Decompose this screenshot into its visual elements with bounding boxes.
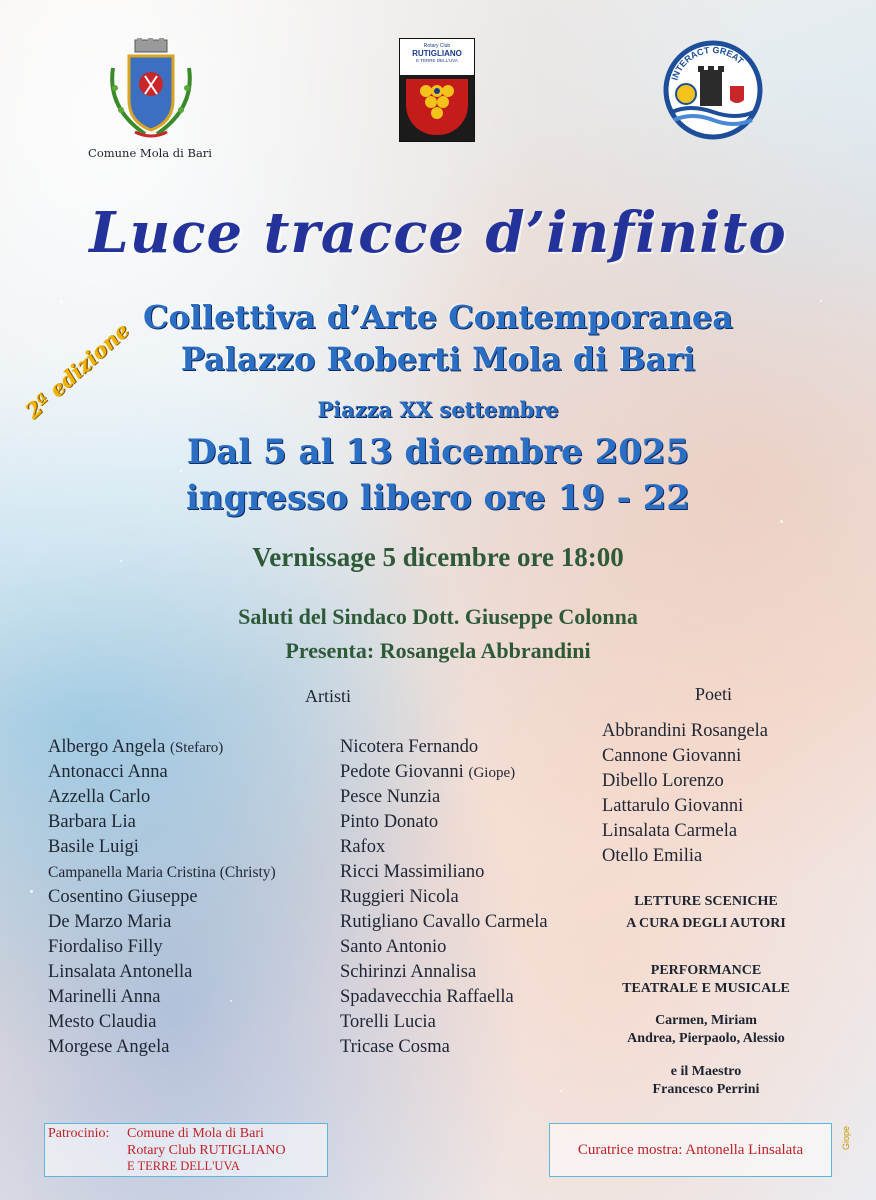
list-item: Campanella Maria Cristina (Christy) — [48, 864, 276, 881]
performance-info: PERFORMANCE TEATRALE E MUSICALE — [622, 963, 790, 996]
rotary-line1: Rotary Club — [423, 43, 451, 49]
list-item: Tricase Cosma — [340, 1037, 450, 1057]
list-item: Barbara Lia — [48, 812, 136, 832]
list-item: Schirinzi Annalisa — [340, 962, 477, 982]
interact-club-logo — [660, 40, 766, 140]
patrocinio-rotary: Rotary Club RUTIGLIANO — [127, 1143, 286, 1158]
list-item: Cannone Giovanni — [602, 746, 742, 766]
artisti-list-col2 — [340, 735, 548, 1060]
poeti-heading: Poeti — [695, 684, 733, 704]
list-item: Ricci Massimiliano — [340, 862, 485, 882]
list-item: Spadavecchia Raffaella — [340, 987, 514, 1007]
list-item: Pinto Donato — [340, 812, 439, 832]
vernissage-info: Vernissage 5 dicembre ore 18:00 — [252, 542, 624, 572]
list-item: Rafox — [340, 837, 386, 857]
list-item: Linsalata Antonella — [48, 962, 193, 982]
patrocinio-rotary-line2: E TERRE DELL'UVA — [127, 1159, 240, 1173]
mayor-greetings: Saluti del Sindaco Dott. Giuseppe Colonna — [238, 604, 638, 629]
event-subtitle-collettiva: Collettiva d’Arte Contemporanea — [143, 298, 733, 336]
event-title: Luce tracce d’infinito — [89, 200, 787, 266]
list-item: Mesto Claudia — [48, 1012, 157, 1032]
artist-signature: Giope — [841, 1125, 851, 1150]
list-item: Fiordaliso Filly — [48, 937, 163, 957]
list-item: Pesce Nunzia — [340, 787, 441, 807]
event-dates: Dal 5 al 13 dicembre 2025 — [186, 432, 690, 472]
patrocinio-comune: Comune di Mola di Bari — [127, 1126, 264, 1141]
list-item: Basile Luigi — [48, 837, 139, 857]
list-item: Dibello Lorenzo — [602, 771, 724, 791]
list-item: Pedote Giovanni (Giope) — [340, 762, 516, 782]
comune-label: Comune Mola di Bari — [88, 146, 212, 160]
letture-sceniche: LETTURE SCENICHE A CURA DEGLI AUTORI — [626, 894, 786, 931]
curatrice-label: Curatrice mostra: Antonella Linsalata — [577, 1141, 804, 1158]
list-item: Rutigliano Cavallo Carmela — [340, 912, 548, 932]
edition-label: 2ª edizione — [20, 317, 134, 424]
list-item: Santo Antonio — [340, 937, 447, 957]
patrocinio-label: Patrocinio: — [48, 1126, 110, 1141]
list-item: Linsalata Carmela — [602, 821, 738, 841]
poeti-list — [602, 719, 768, 869]
comune-coat-of-arms-logo — [105, 38, 197, 142]
list-item: Otello Emilia — [602, 846, 703, 866]
performers: Carmen, Miriam Andrea, Pierpaolo, Alessio — [627, 1013, 785, 1046]
maestro-info: e il Maestro Francesco Perrini — [652, 1064, 760, 1097]
list-item: Azzella Carlo — [48, 787, 151, 807]
list-item: Albergo Angela (Stefaro) — [48, 737, 224, 757]
list-item: Torelli Lucia — [340, 1012, 436, 1032]
list-item: Lattarulo Giovanni — [602, 796, 744, 816]
rotary-line3: E TERRE DELL'UVA — [416, 58, 458, 63]
patrocinio-box — [44, 1123, 328, 1177]
sparkle — [30, 890, 33, 893]
list-item: Nicotera Fernando — [340, 737, 479, 757]
list-item: Ruggieri Nicola — [340, 887, 459, 907]
interact-text: INTERACT GREAT — [669, 44, 746, 82]
list-item: Abbrandini Rosangela — [602, 721, 768, 741]
rotary-line2: RUTIGLIANO — [412, 49, 462, 58]
artisti-heading: Artisti — [305, 686, 352, 706]
presenter: Presenta: Rosangela Abbrandini — [285, 638, 591, 663]
list-item: De Marzo Maria — [48, 912, 172, 932]
piazza-label: Piazza XX settembre — [317, 397, 559, 422]
list-item: Marinelli Anna — [48, 987, 161, 1007]
entry-hours: ingresso libero ore 19 - 22 — [186, 478, 690, 518]
list-item: Cosentino Giuseppe — [48, 887, 198, 907]
list-item: Morgese Angela — [48, 1037, 170, 1057]
list-item: Antonacci Anna — [48, 762, 168, 782]
artisti-list-col1 — [48, 735, 276, 1060]
rotary-club-logo — [399, 38, 475, 142]
event-subtitle-venue: Palazzo Roberti Mola di Bari — [180, 340, 696, 378]
curatrice-box — [549, 1123, 832, 1177]
rotary-shield — [406, 79, 468, 135]
sparkle — [780, 520, 783, 523]
sparkle — [560, 1090, 562, 1092]
